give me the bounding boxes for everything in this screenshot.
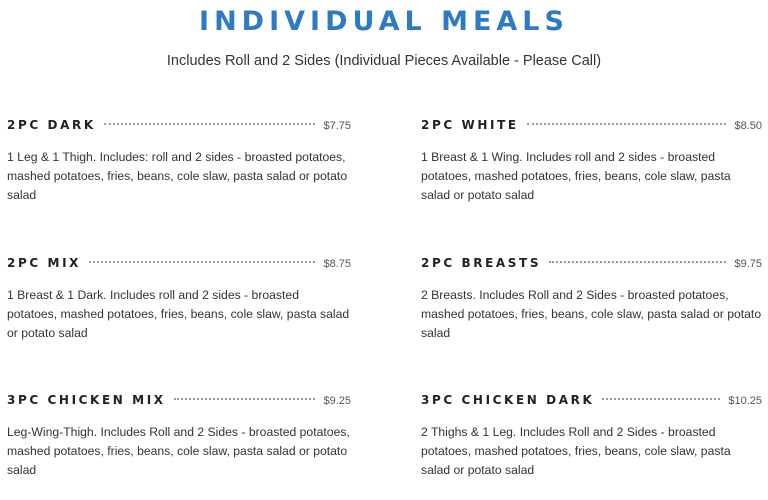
menu-item-description: 1 Breast & 1 Dark. Includes roll and 2 sides - broasted potatoes, mashed potatoes, fries, beans, cole slaw, pasta salad or potato salad	[7, 288, 350, 340]
page-title: INDIVIDUAL MEALS	[199, 6, 569, 37]
dot-leader	[527, 123, 727, 125]
menu-item-3pc-chicken-dark	[421, 393, 762, 480]
menu-item-2pc-white	[421, 118, 762, 205]
menu-item-description: 1 Breast & 1 Wing. Includes roll and 2 sides - broasted potatoes, mashed potatoes, fries, beans, cole slaw, pasta salad or potato salad	[421, 150, 731, 202]
dot-leader	[602, 398, 720, 400]
menu-item-header	[7, 256, 351, 276]
menu-item-price: $9.25	[323, 395, 351, 407]
dot-leader	[89, 261, 315, 263]
dot-leader	[104, 123, 316, 125]
menu-item-2pc-mix	[7, 256, 351, 343]
menu-item-2pc-breasts	[421, 256, 762, 343]
menu-item-header	[421, 256, 762, 276]
menu-item-name: 2PC BREASTS	[421, 256, 542, 270]
menu-item-description: 2 Thighs & 1 Leg. Includes Roll and 2 Sides - broasted potatoes, mashed potatoes, fries, beans, cole slaw, pasta salad or potato salad	[421, 425, 731, 477]
menu-item-header	[7, 118, 351, 138]
menu-item-3pc-chicken-mix	[7, 393, 351, 480]
menu-item-name: 3PC CHICKEN DARK	[421, 393, 595, 407]
menu-item-price: $8.50	[734, 120, 762, 132]
menu-item-name: 2PC WHITE	[421, 118, 519, 132]
dot-leader	[174, 398, 316, 400]
menu-item-name: 2PC DARK	[7, 118, 96, 132]
menu-item-price: $8.75	[323, 258, 351, 270]
menu-item-header	[421, 393, 762, 413]
menu-item-header	[421, 118, 762, 138]
page-subtitle: Includes Roll and 2 Sides (Individual Pieces Available - Please Call)	[166, 53, 602, 69]
menu-item-price: $7.75	[323, 120, 351, 132]
menu-item-description: Leg-Wing-Thigh. Includes Roll and 2 Sides - broasted potatoes, mashed potatoes, fries, beans, cole slaw, pasta salad or potato salad	[7, 425, 350, 477]
dot-leader	[549, 261, 726, 263]
menu-item-price: $9.75	[734, 258, 762, 270]
menu-item-price: $10.25	[728, 395, 762, 407]
menu-item-2pc-dark	[7, 118, 351, 205]
menu-item-description: 1 Leg & 1 Thigh. Includes: roll and 2 sides - broasted potatoes, mashed potatoes, fries, beans, cole slaw, pasta salad or potato salad	[7, 150, 348, 202]
menu-item-header	[7, 393, 351, 413]
menu-item-description: 2 Breasts. Includes Roll and 2 Sides - broasted potatoes, mashed potatoes, fries, beans, cole slaw, pasta salad or potato salad	[421, 288, 762, 340]
menu-item-name: 3PC CHICKEN MIX	[7, 393, 166, 407]
menu-item-name: 2PC MIX	[7, 256, 81, 270]
